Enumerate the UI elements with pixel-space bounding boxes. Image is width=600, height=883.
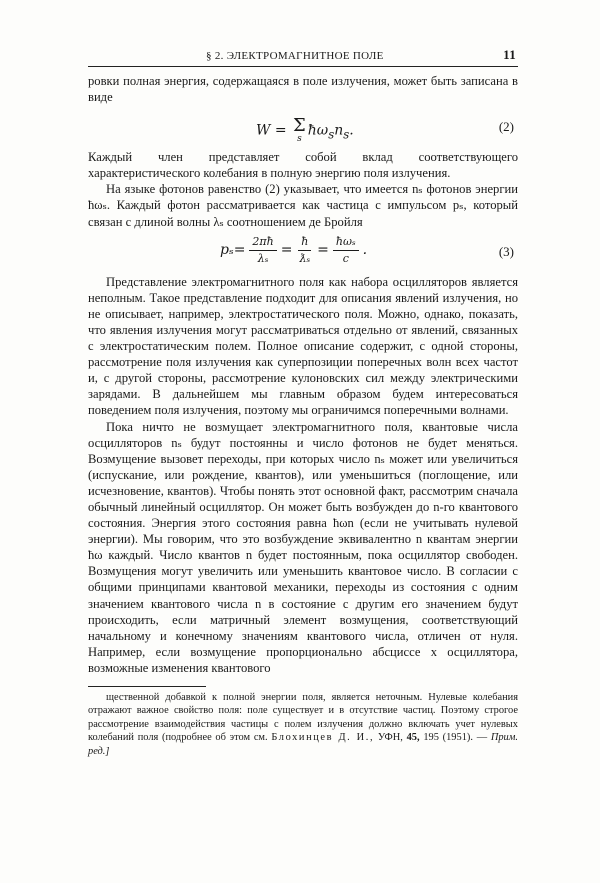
eq3-period: . <box>362 242 368 259</box>
equation-3-number: (3) <box>498 243 514 259</box>
sum-symbol <box>293 117 306 144</box>
frac1-denominator: λₛ <box>257 251 269 265</box>
footnote-editor-note: Прим. ред.] <box>88 732 518 757</box>
frac1-numerator: 2πħ <box>249 234 276 251</box>
eq2-equals: = <box>274 122 287 139</box>
footnote-author: Блохинцев Д. И., <box>271 732 375 744</box>
footnote-rule <box>88 686 206 687</box>
frac2-denominator: ƛₛ <box>299 251 311 265</box>
paragraph-perturbation: Пока ничто не возмущает электромагнитного поля, квантовые числа осцилляторов nₛ будут постоянны и число фотонов не будет меняться. Возмущение вызовет переходы, при которых число nₛ может или увеличиться (испускание, или рождение, квантов), или уменьшиться (поглощение, или исчезновение, квантов). Чтобы понять этот основной факт, рассмотрим сначала обычный линейный осциллятор. Он может быть возбужден до n-го квантового состояния. Энергия этого состояния равна ħωn (если не учитывать нулевой энергии). Мы говорим, что это возбуждение эквивалентно n квантам энергии ħω каждый. Число квантов n будет постоянным, пока осциллятор свободен. Возмущения могут увеличить или уменьшить квантовое число. В согласии с общими принципами квантовой механики, переходы из состояния с одним значением квантового числа n в состояние с другим его значением будут происходить, если матричный элемент возмущения, соответствующий начальному и конечному значениям квантового числа, отличен от нуля. Например, если возмущение пропорционально абсциссе x осциллятора, возможные изменения квантового <box>88 419 518 675</box>
paragraph-representation: Представление электромагнитного поля как набора осцилляторов является неполным. Такое представление подходит для описания явлений излучения, но не описывает, например, электростатического поля. Можно, однако, показать, что явления излучения могут рассматриваться отдельно от явлений, связанных с электростатическим полем. Полное описание содержит, с одной стороны, рассмотрение поля излучения как суперпозиции поперечных волн всех частот и, с другой стороны, рассмотрение кулоновских сил между электрическими зарядами. В дальнейшем мы главным образом будем интересоваться поведением поля излучения, поэтому мы ограничимся поперечными волнами. <box>88 274 518 418</box>
equation-2 <box>88 105 518 149</box>
eq3-equals-1: = <box>233 242 246 259</box>
footnote-volume: 45, <box>406 732 420 744</box>
paragraph-photons: На языке фотонов равенство (2) указывает, что имеется nₛ фотонов энергии ħωₛ. Каждый фотон рассматривается как частица с импульсом pₛ, который связан с длиной волны λₛ соотношением де Бройля <box>88 182 518 229</box>
sum-index: s <box>297 134 302 145</box>
running-header <box>88 44 518 67</box>
section-title: § 2. ЭЛЕКТРОМАГНИТНОЕ ПОЛЕ <box>206 50 384 62</box>
fraction-hbar-omega-c <box>333 234 359 267</box>
book-page <box>88 44 518 768</box>
footnote <box>88 691 518 758</box>
eq3-lhs: pₛ <box>220 242 234 259</box>
eq3-equals-2: = <box>280 242 293 259</box>
frac2-numerator: ħ <box>298 234 311 251</box>
equation-2-number: (2) <box>498 119 514 135</box>
footnote-text: щественной добавкой к полной энергии поля, является неточным. Нулевые колебания отражают важное свойство поля: поле существует и в отсутствие частиц. Поэтому строгое рассмотрение взаимодействия частицы с полем излучения должно включать учет нулевых колебаний поля (подробнее об этом см. <box>88 692 518 744</box>
frac3-denominator: c <box>342 251 349 265</box>
equation-3-body <box>220 234 367 267</box>
paragraph-each-term: Каждый член представляет собой вклад соответствующего характеристического колебания в полную энергию поля излучения. <box>88 150 518 181</box>
eq2-omega-sub: s <box>328 127 335 142</box>
eq2-lhs: W <box>256 122 271 139</box>
frac3-numerator: ħωₛ <box>333 234 359 251</box>
page-number: 11 <box>503 47 516 62</box>
eq2-period: . <box>349 122 354 139</box>
footnote-journal: УФН, <box>377 732 403 744</box>
fraction-hbar-lambdabar <box>296 234 313 267</box>
eq2-hbar-omega: ħω <box>307 122 329 139</box>
eq2-n-sub: s <box>343 127 350 142</box>
fraction-2pi-hbar-lambda <box>249 234 276 267</box>
paragraph-intro: ровки полная энергия, содержащаяся в поле излучения, может быть записана в виде <box>88 74 518 105</box>
eq3-equals-3: = <box>317 242 329 259</box>
equation-3 <box>88 230 518 274</box>
equation-2-body <box>256 117 354 144</box>
sigma-glyph: Σ <box>293 115 306 137</box>
footnote-rest: 195 (1951). — <box>423 732 488 744</box>
eq2-n: n <box>334 122 344 139</box>
body-text <box>88 73 518 676</box>
